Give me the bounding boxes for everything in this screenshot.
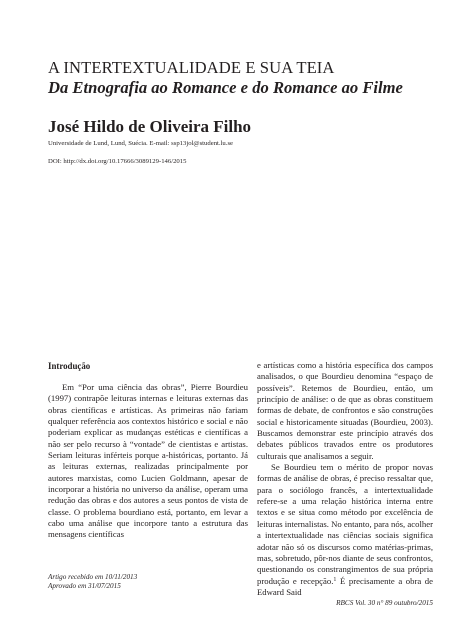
body-paragraph: e artísticas como a história específica dos campos analisados, o que Bourdieu denomina “espaço de possíveis”. Retemos de Bourdieu, então, um princípio de análise: o de que as obras constituem formas de debate, de confrontos e são construções social e historicamente situadas (Bourdieu, 2003). Buscamos demonstrar este princípio através dos debates públicos travados entre os produtores culturais que analisamos a seguir.	[257, 360, 433, 461]
right-column	[257, 360, 433, 598]
article-doi: DOI: http://dx.doi.org/10.17666/3089129-146/2015	[48, 158, 187, 165]
article-title: A INTERTEXTUALIDADE E SUA TEIA	[48, 58, 335, 77]
paragraph-text: É precisamente a obra de Edward Said	[257, 575, 433, 597]
footnote-marker: 1	[333, 576, 337, 583]
approved-date: Aprovado em 31/07/2015	[48, 582, 121, 590]
paragraph-text: Se Bourdieu tem o mérito de propor novas formas de análise de obras, é preciso ressaltar que, para o sociólogo francês, a intertextualidade refere-se a uma relação histórica interna entre textos e se situa como método por excelência de leituras internalistas. No entanto, para nós, acolher a intertextualidade nas ciências sociais significa adotar não só os discursos como matérias-primas, mas, sobretudo, pôr-nos diante de seus confrontos, questionando os constrangimentos de sua própria produção e recepção.	[257, 462, 433, 586]
section-heading: Introdução	[48, 361, 91, 371]
body-paragraph	[257, 462, 433, 598]
author-affiliation: Universidade de Lund, Lund, Suécia. E-mail: ssp13jol@student.lu.se	[48, 140, 234, 147]
left-column	[48, 361, 248, 541]
article-dates	[48, 573, 137, 591]
received-date: Artigo recebido em 10/11/2013	[48, 573, 138, 581]
author-name: José Hildo de Oliveira Filho	[48, 117, 252, 136]
article-subtitle: Da Etnografia ao Romance e do Romance ao Filme	[48, 78, 403, 97]
body-paragraph: Em “Por uma ciência das obras”, Pierre Bourdieu (1997) contrapõe leituras internas e leituras externas das obras científicas e artísticas. As primeiras não fariam qualquer referência aos contextos histórico e social e não poderiam explicar as mudanças estéticas e científicas a não ser pelo recurso à “vontade” de cientistas e artistas. Seriam leituras inférteis porque a-históricas, portanto. Já as leituras externas, realizadas principalmente por autores marxistas, como Lucien Goldmann, apesar de incorporar a história no universo da análise, operam uma redução das obras e dos autores a seus pontos de vista de classe. O problema bourdiano está, portanto, em levar a cabo uma análise que incorpore tanto a estrutura das mensagens científicas	[48, 382, 248, 540]
journal-reference: RBCS Vol. 30 n° 89 outubro/2015	[336, 599, 433, 607]
